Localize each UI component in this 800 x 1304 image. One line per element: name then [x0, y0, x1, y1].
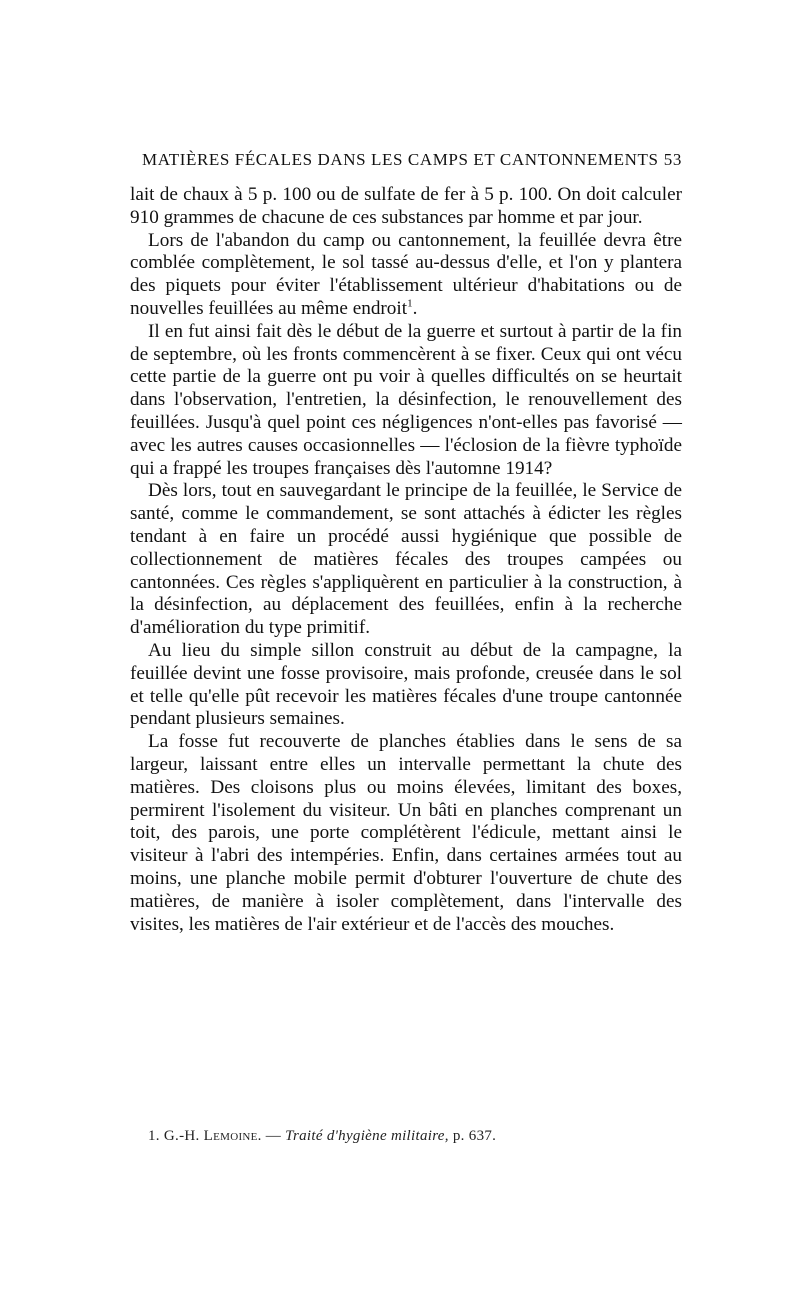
- running-head: [142, 150, 682, 170]
- footnote-title: Traité d'hygiène militaire,: [285, 1128, 449, 1144]
- paragraph-2: Lors de l'abandon du camp ou cantonnement, la feuillée devra être comblée complètement, le sol tassé au-dessus d'elle, et l'on y plantera des piquets pour éviter l'établissement ultérieur d'habitations ou de nouvelles feuillées au même endroit$^1$.: [130, 229, 682, 319]
- footnote-dash: —: [265, 1128, 282, 1144]
- book-page: [130, 150, 682, 936]
- page-number: 53: [663, 150, 682, 169]
- footnote-reference: 1: [407, 297, 413, 310]
- footnote-number: 1.: [148, 1128, 160, 1144]
- paragraph-4: Dès lors, tout en sauvegardant le principe de la feuillée, le Service de santé, comme le commandement, se sont attachés à édicter les règles tendant à en faire un procédé aussi hygiénique que possible de collectionnement de matières fécales des troupes campées ou cantonnées. Ces règles s'appliquèrent en particulier à la construction, à la désinfection, au déplacement des feuillées, enfin à la recherche d'amélioration du type primitif.: [130, 480, 682, 639]
- paragraph-1: lait de chaux à 5 p. 100 ou de sulfate de fer à 5 p. 100. On doit calculer 910 grammes de chacune de ces substances par homme et par jour.: [130, 184, 682, 228]
- body-text: [130, 184, 682, 936]
- footnote: [148, 1128, 496, 1145]
- paragraph-6: La fosse fut recouverte de planches établies dans le sens de sa largeur, laissant entre elles un intervalle permettant la chute des matières. Des cloisons plus ou moins élevées, limitant des boxes, permirent l'isolement du visiteur. Un bâti en planches comprenant un toit, des parois, une porte complétèrent l'édicule, mettant ainsi le visiteur à l'abri des intempéries. Enfin, dans certaines armées tout au moins, une planche mobile permit d'obturer l'ouverture de chute des matières, de manière à isoler complètement, dans l'intervalle des visites, les matières de l'air extérieur et de l'accès des mouches.: [130, 731, 682, 935]
- footnote-page: p. 637.: [452, 1128, 497, 1144]
- running-head-title: MATIÈRES FÉCALES DANS LES CAMPS ET CANTONNEMENTS: [142, 150, 659, 169]
- footnote-author: G.-H. Lemoine.: [163, 1128, 262, 1144]
- paragraph-5: Au lieu du simple sillon construit au début de la campagne, la feuillée devint une fosse provisoire, mais profonde, creusée dans le sol et telle qu'elle pût recevoir les matières fécales d'une troupe cantonnée pendant plusieurs semaines.: [130, 639, 682, 730]
- paragraph-3: Il en fut ainsi fait dès le début de la guerre et surtout à partir de la fin de septembre, où les fronts commencèrent à se fixer. Ceux qui ont vécu cette partie de la guerre ont pu voir à quelles difficultés on se heurtait dans l'observation, l'entretien, la désinfection, le renouvellement des feuillées. Jusqu'à quel point ces négligences n'ont-elles pas favorisé — avec les autres causes occasionnelles — l'éclosion de la fièvre typhoïde qui a frappé les troupes françaises dès l'automne 1914?: [130, 320, 682, 479]
- paragraph-2-text: Lors de l'abandon du camp ou cantonnement, la feuillée devra être comblée complètement, le sol tassé au-dessus d'elle, et l'on y plantera des piquets pour éviter l'établissement ultérieur d'habitations ou de nouvelles feuillées au même endroit: [130, 229, 682, 319]
